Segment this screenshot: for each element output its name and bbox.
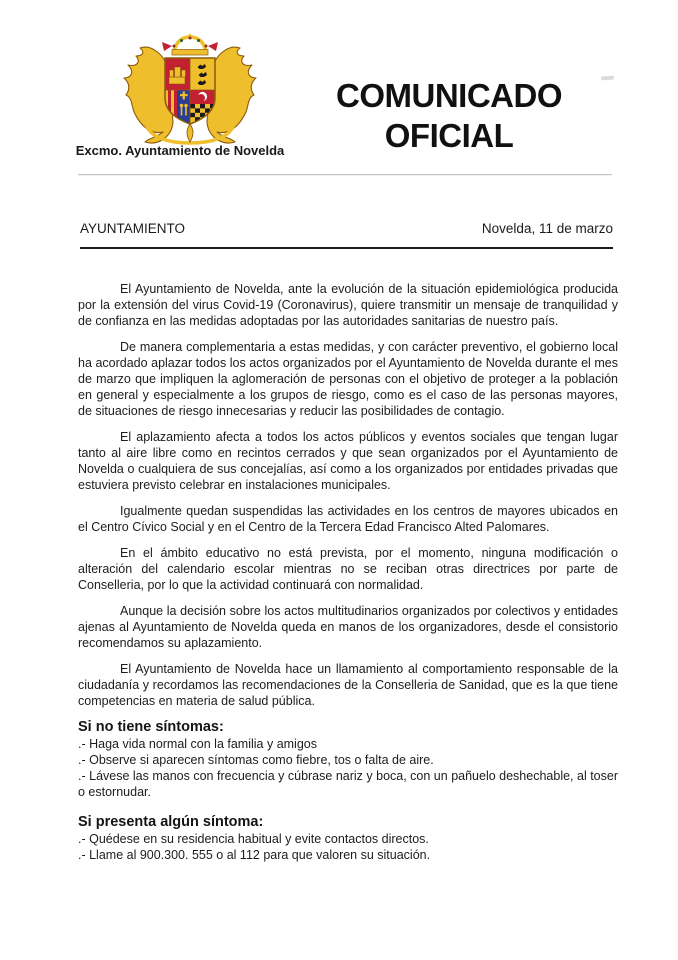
paragraph: Igualmente quedan suspendidas las actividades en los centros de mayores ubicados en el Centro Cívico Social y en el Centro de la Tercera Edad Francisco Alted Palomares. [78,504,618,534]
list-item: .- Observe si aparecen síntomas como fiebre, tos o falta de aire. [78,753,434,767]
scan-smudge-artifact [601,76,614,81]
section-heading: Si presenta algún síntoma: [78,814,264,830]
paragraph: El Ayuntamiento de Novelda, ante la evolución de la situación epidemiológica producida por la extensión del virus Covid-19 (Coronavirus), quiere transmitir un mensaje de tranquilidad y de confianza en las medidas adoptadas por las autoridades sanitarias de nuestro país. [78,282,618,328]
section-heading: Si no tiene síntomas: [78,719,224,735]
page-title [329,76,569,156]
paragraph: Aunque la decisión sobre los actos multitudinarios organizados por colectivos y entidades ajenas al Ayuntamiento de Novelda queda en manos de los organizadores, desde el consistorio recomendamos su aplazamiento. [78,604,618,650]
org-name: Excmo. Ayuntamiento de Novelda [75,143,285,158]
list-item: .- Llame al 900.300. 555 o al 112 para que valoren su situación. [78,848,431,862]
paragraph: En el ámbito educativo no está prevista, por el momento, ninguna modificación o alteración del calendario escolar mientras no se reciban otras directrices por parte de Conselleria, por lo que la actividad continuará con normalidad. [78,546,618,592]
subheader-divider [80,247,613,249]
paragraph: De manera complementaria a estas medidas, y con carácter preventivo, el gobierno local ha acordado aplazar todos los actos organizados por el Ayuntamiento de Novelda durante el mes de marzo que impliquen la aglomeración de personas con el objetivo de proteger a la población en general y especialmente a los grupos de riesgo, como es el caso de las personas mayores, de situaciones de riesgo innecesarias y reducir las posibilidades de contagio. [78,340,618,418]
section-no-symptoms [78,719,618,800]
list-item: .- Haga vida normal con la familia y amigos [78,737,317,751]
paragraph: El aplazamiento afecta a todos los actos públicos y eventos sociales que tengan lugar tanto al aire libre como en recintos cerrados y que sean organizados por el Ayuntamiento de Novelda o cualquiera de sus concejalías, así como a los organizados por entidades privadas que estuviera previsto celebrar en instalaciones municipales. [78,430,618,492]
list-item: .- Lávese las manos con frecuencia y cúbrase nariz y boca, con un pañuelo deshechable, al toser o estornudar. [78,769,618,799]
section-with-symptoms [78,814,618,863]
list-item: .- Quédese en su residencia habitual y evite contactos directos. [78,832,429,846]
subheader-row [80,221,613,236]
paragraph: El Ayuntamiento de Novelda hace un llamamiento al comportamiento responsable de la ciudadanía y recordamos las recomendaciones de la Conselleria de Sanidad, que es la que tiene competencias en materia de salud pública. [78,662,618,708]
subheader-dateline: Novelda, 11 de marzo [481,221,613,236]
subheader-department: AYUNTAMIENTO [80,221,186,236]
page-title-line2: OFICIAL [384,117,514,154]
header-divider [78,174,612,175]
document-body [78,281,618,863]
novelda-coat-of-arms-icon [118,34,262,146]
page-title-line1: COMUNICADO [336,77,562,114]
